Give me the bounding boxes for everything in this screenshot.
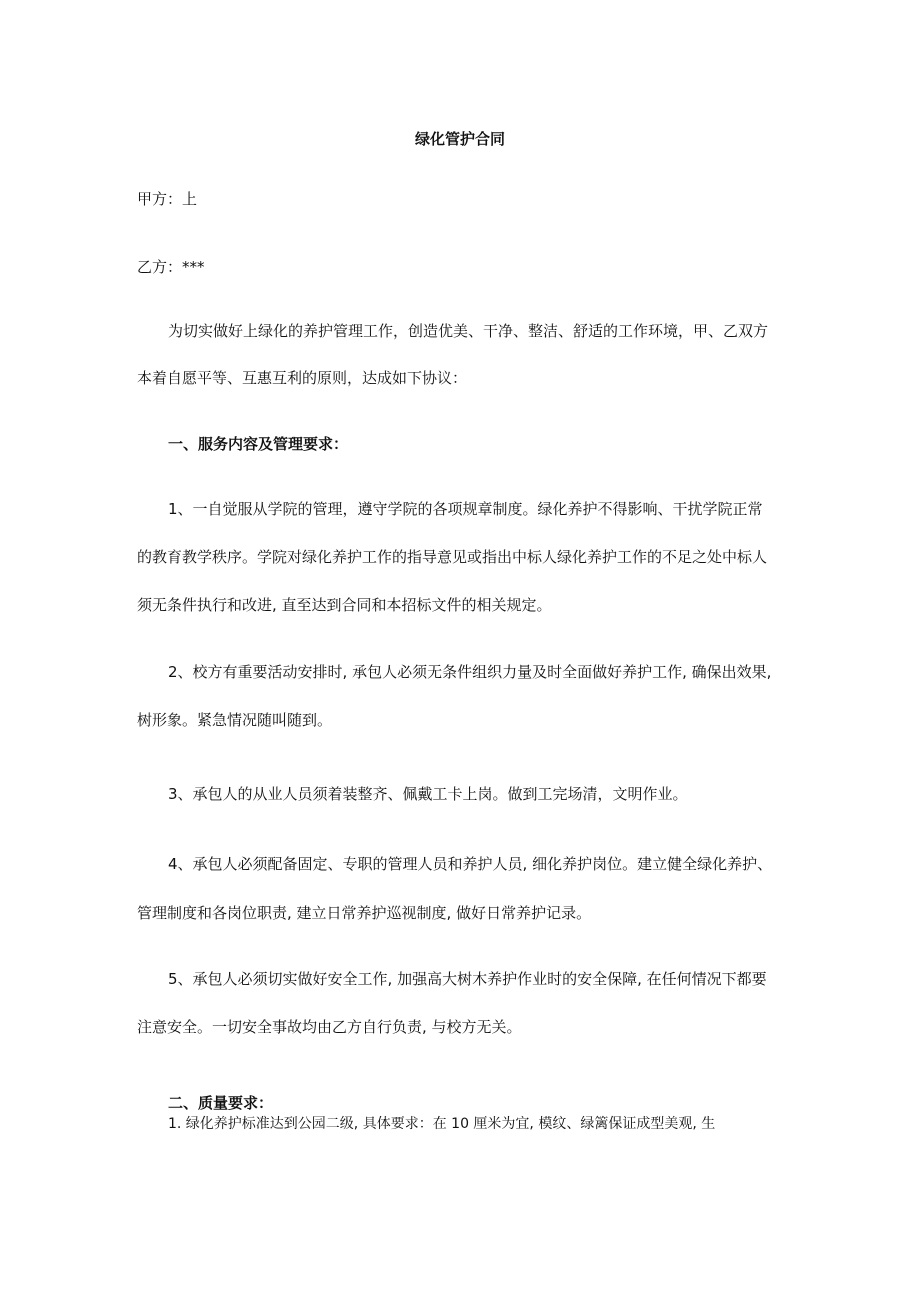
- item2-line-1: 2、校方有重要活动安排时, 承包人必须无条件组织力量及时全面做好养护工作, 确保出效果,: [168, 663, 772, 681]
- party-a: 甲方：上: [137, 190, 198, 208]
- item3-line-1: 3、承包人的从业人员须着装整齐、佩戴工卡上岗。做到工完场清，文明作业。: [168, 785, 688, 803]
- item1-line-3: 须无条件执行和改进, 直至达到合同和本招标文件的相关规定。: [137, 596, 552, 614]
- item1-line-2: 的教育教学秩序。学院对绿化养护工作的指导意见或指出中标人绿化养护工作的不足之处中标人: [137, 548, 768, 566]
- intro-line-2: 本着自愿平等、互惠互利的原则，达成如下协议：: [137, 369, 468, 387]
- item5-line-1: 5、承包人必须切实做好安全工作, 加强高大树木养护作业时的安全保障, 在任何情况下都要: [168, 970, 767, 988]
- party-b: 乙方：***: [137, 258, 205, 276]
- section2-heading: 二、质量要求：: [168, 1094, 274, 1112]
- item1-line-1: 1、一自觉服从学院的管理，遵守学院的各项规章制度。绿化养护不得影响、干扰学院正常: [168, 500, 763, 518]
- item4-line-2: 管理制度和各岗位职责, 建立日常养护巡视制度, 做好日常养护记录。: [137, 904, 592, 922]
- section1-heading: 一、服务内容及管理要求：: [168, 435, 349, 453]
- contract-title: 绿化管护合同: [414, 130, 505, 148]
- section2-line-1: 1. 绿化养护标准达到公园二级, 具体要求：在 10 厘米为宜, 模纹、绿篱保证成型美观, 生: [168, 1116, 716, 1132]
- item5-line-2: 注意安全。一切安全事故均由乙方自行负责, 与校方无关。: [137, 1018, 522, 1036]
- item2-line-2: 树形象。紧急情况随叫随到。: [137, 711, 333, 729]
- intro-line-1: 为切实做好上绿化的养护管理工作，创造优美、干净、整洁、舒适的工作环境，甲、乙双方: [168, 322, 769, 340]
- item4-line-1: 4、承包人必须配备固定、专职的管理人员和养护人员, 细化养护岗位。建立健全绿化养护、: [168, 855, 773, 873]
